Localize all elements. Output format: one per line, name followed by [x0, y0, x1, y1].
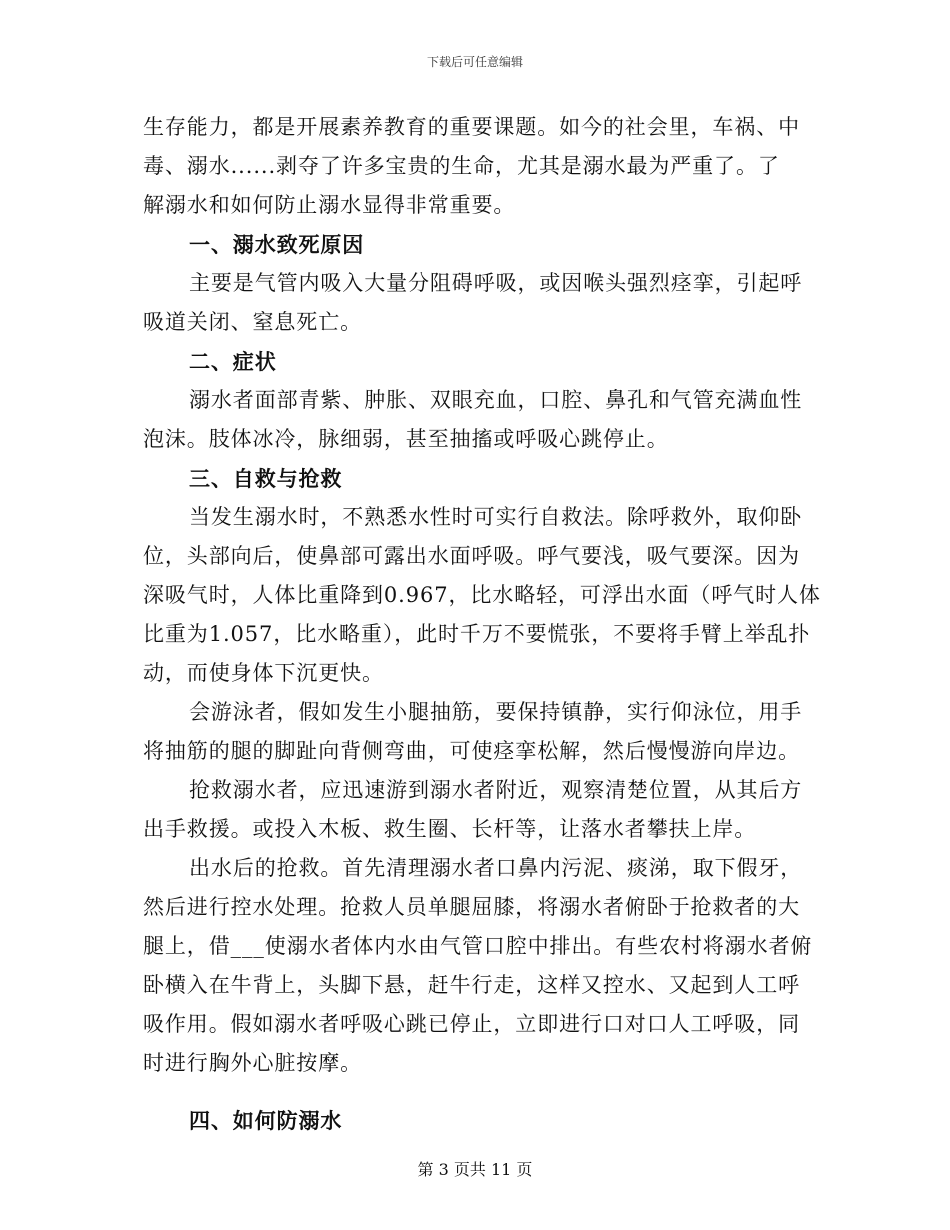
body-line: 当发生溺水时，不熟悉水性时可实行自救法。除呼救外，取仰卧 [189, 505, 803, 529]
section-heading: 二、症状 [189, 349, 277, 374]
body-line: 将抽筋的腿的脚趾向背侧弯曲，可使痉挛松解，然后慢慢游向岸边。 [143, 739, 800, 763]
body-line: 位，头部向后，使鼻部可露出水面呼吸。呼气要浅，吸气要深。因为 [143, 544, 800, 568]
page-footer: 第 3 页共 11 页 [417, 1160, 533, 1179]
section-gap [143, 1083, 813, 1101]
body-line: 深吸气时，人体比重降到0.967，比水略轻，可浮出水面（呼气时人体 [143, 583, 821, 607]
document-body [143, 108, 821, 1140]
section-heading: 一、溺水致死原因 [189, 232, 365, 257]
body-line: 解溺水和如何防止溺水显得非常重要。 [143, 193, 516, 217]
body-line: 会游泳者，假如发生小腿抽筋，要保持镇静，实行仰泳位，用手 [189, 700, 803, 724]
body-line: 然后进行控水处理。抢救人员单腿屈膝，将溺水者俯卧于抢救者的大 [143, 895, 800, 919]
body-line: 抢救溺水者，应迅速游到溺水者附近，观察清楚位置，从其后方 [189, 778, 803, 802]
body-line: 吸道关闭、窒息死亡。 [143, 310, 362, 334]
body-line: 吸作用。假如溺水者呼吸心跳已停止，立即进行口对口人工呼吸，同 [143, 1012, 800, 1036]
body-line: 毒、溺水......剥夺了许多宝贵的生命，尤其是溺水最为严重了。了 [143, 154, 780, 178]
body-line: 出手救援。或投入木板、救生圈、长杆等，让落水者攀扶上岸。 [143, 817, 757, 841]
body-line: 时进行胸外心脏按摩。 [143, 1051, 362, 1075]
body-line: 出水后的抢救。首先清理溺水者口鼻内污泥、痰涕，取下假牙， [189, 856, 803, 880]
section-heading: 四、如何防溺水 [189, 1108, 343, 1133]
section-heading: 三、自救与抢救 [189, 466, 343, 491]
body-line: 动，而使身体下沉更快。 [143, 661, 384, 685]
body-line: 比重为1.057，比水略重），此时千万不要慌张，不要将手臂上举乱扑 [143, 622, 811, 646]
body-line: 卧横入在牛背上，头脚下悬，赶牛行走，这样又控水、又起到人工呼 [143, 973, 800, 997]
body-line: 生存能力，都是开展素养教育的重要课题。如今的社会里，车祸、中 [143, 115, 800, 139]
page-header: 下载后可任意编辑 [426, 55, 523, 69]
body-line: 泡沫。肢体冰冷，脉细弱，甚至抽搐或呼吸心跳停止。 [143, 427, 669, 451]
body-line: 溺水者面部青紫、肿胀、双眼充血，口腔、鼻孔和气管充满血性 [189, 388, 803, 412]
body-line: 主要是气管内吸入大量分阻碍呼吸，或因喉头强烈痉挛，引起呼 [189, 271, 803, 295]
body-line: 腿上，借___使溺水者体内水由气管口腔中排出。有些农村将溺水者俯 [143, 934, 813, 958]
